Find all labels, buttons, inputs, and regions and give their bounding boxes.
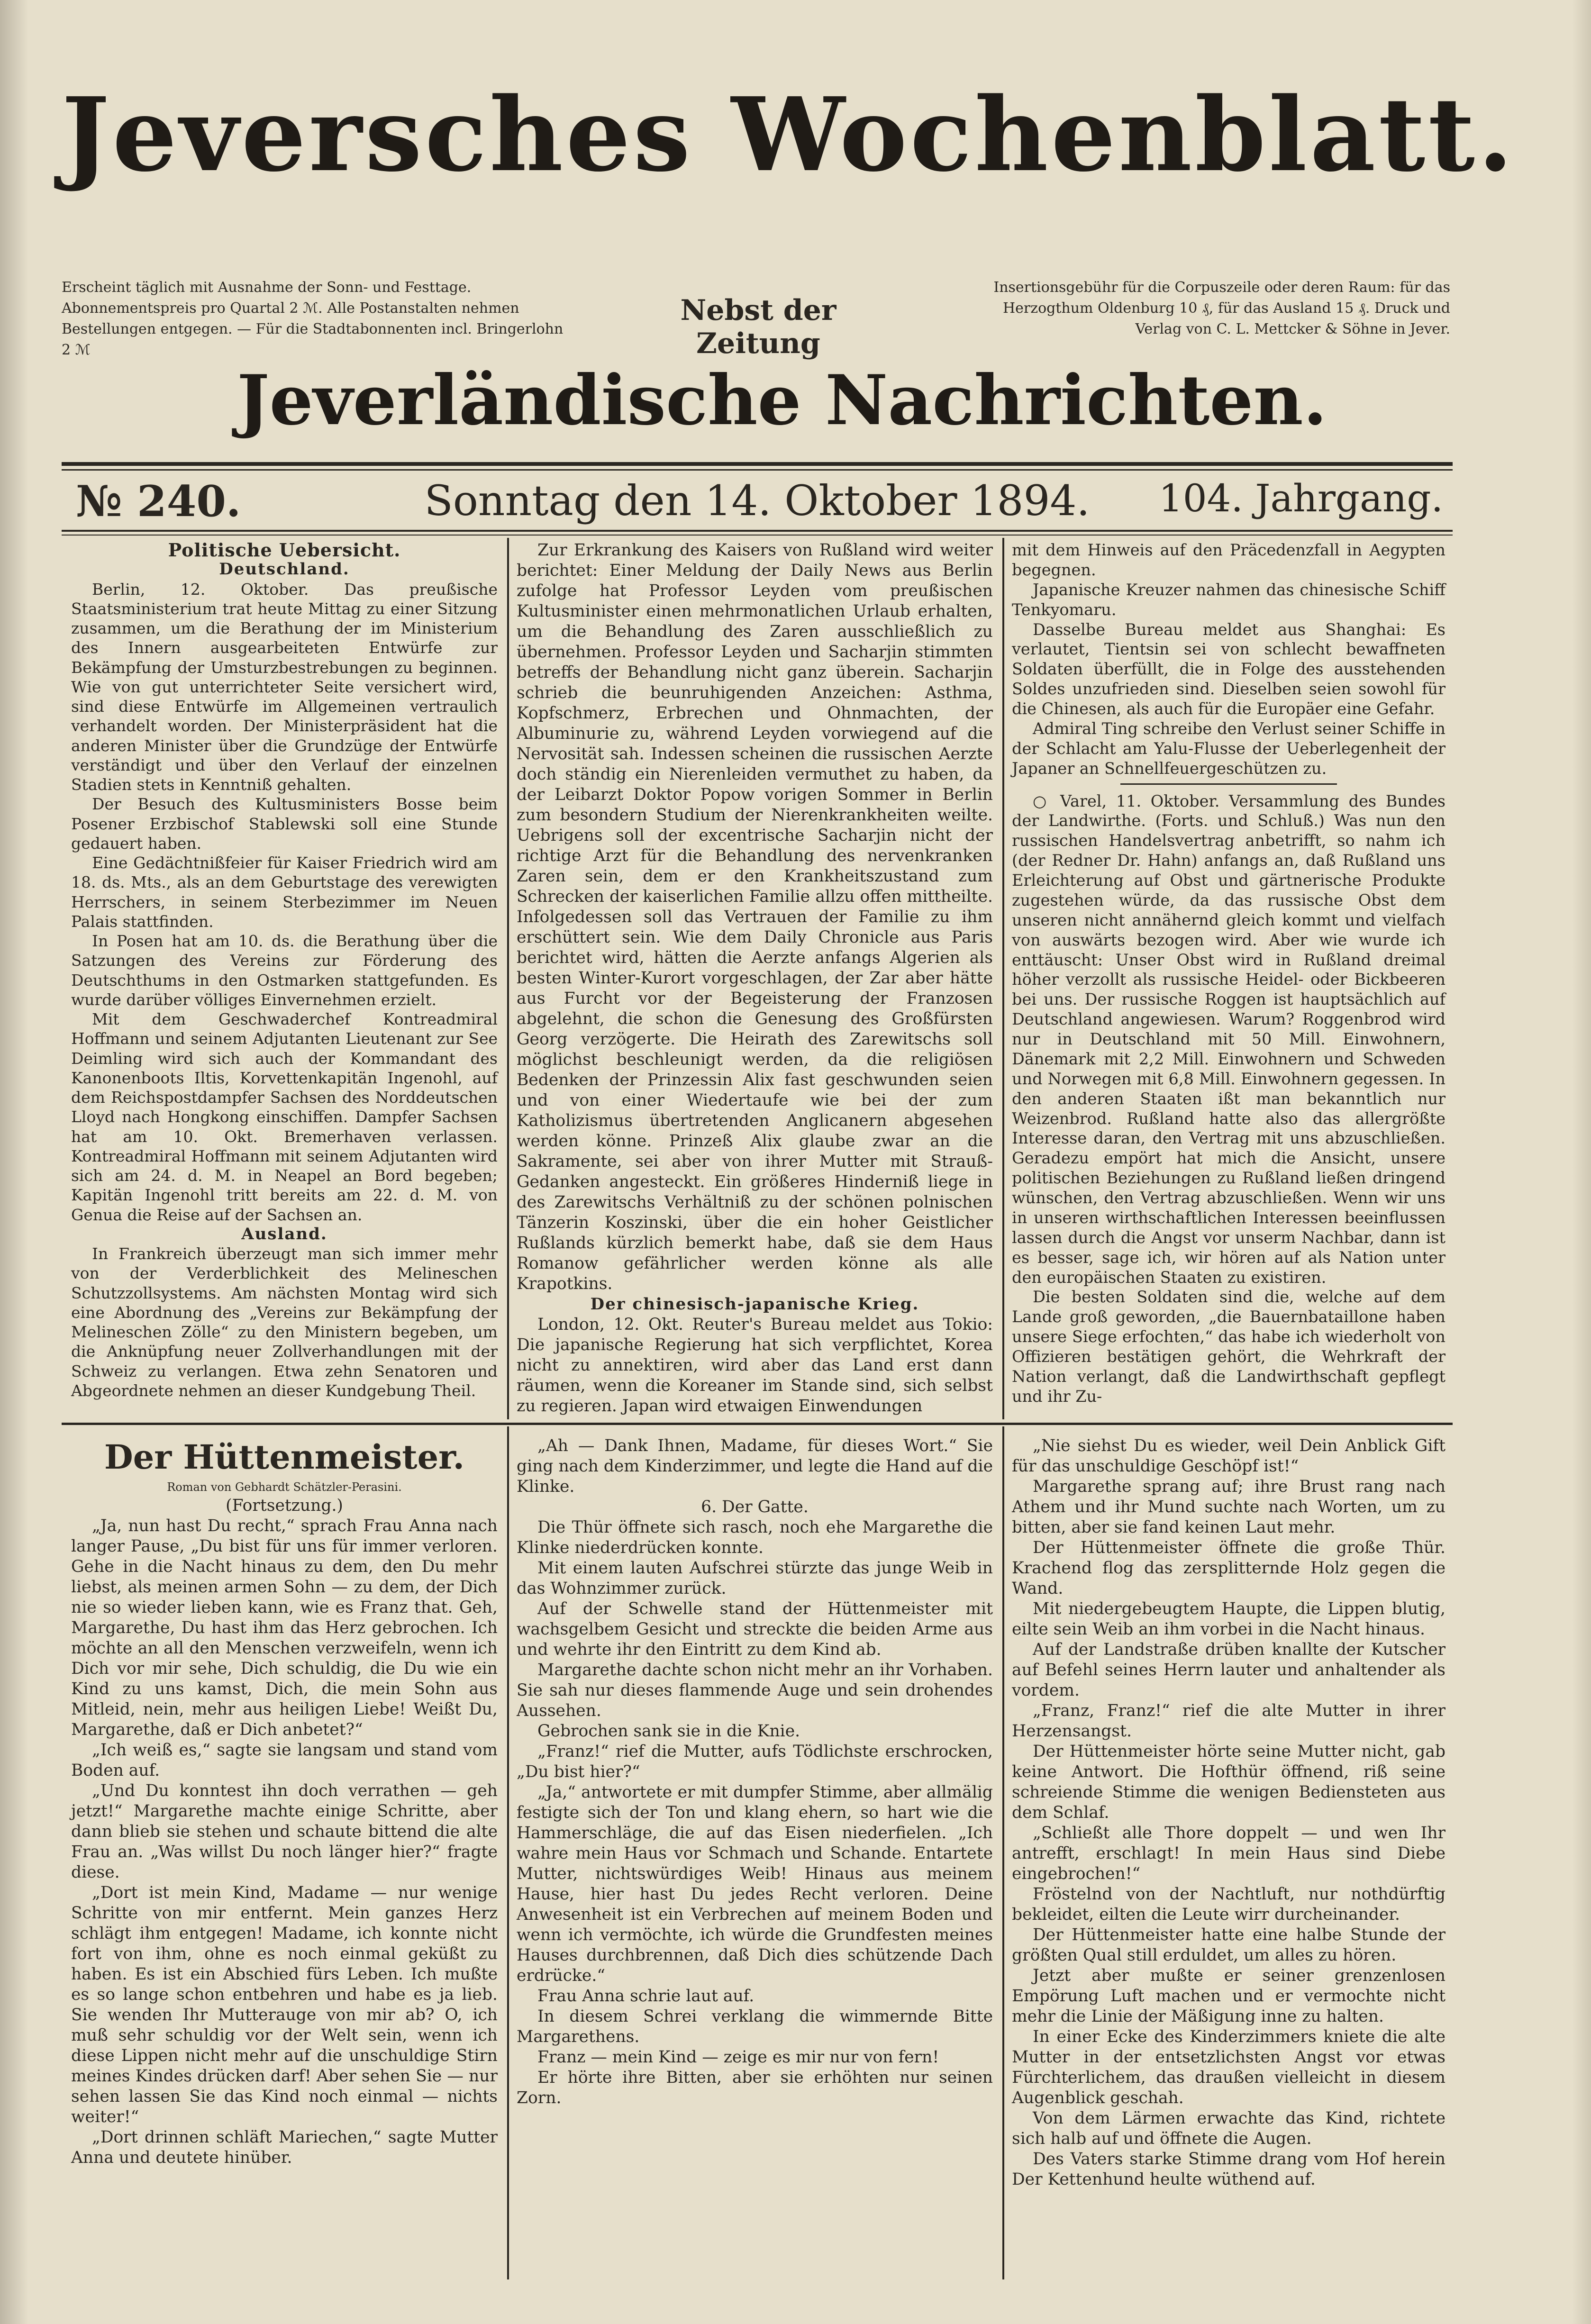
article-paragraph: In Frankreich überzeugt man sich immer mehr von der Verderblichkeit des Melineschen Schutzzollsystems. Am nächsten Montag wird sich eine Abordnung des „Vereins zur Bekämpfung der Melineschen Zölle“ zu den Ministern begeben, um die Anknüpfung neuer Zollverhandlungen mit der Schweiz zu verlangen. Etwa zehn Senatoren und Abgeordnete nehmen an dieser Kundgebung Theil. xyxy=(71,1244,498,1400)
article-paragraph: „Franz!“ rief die Mutter, aufs Tödlichste erschrocken, „Du bist hier?“ xyxy=(517,1742,993,1781)
column-russia-china xyxy=(517,540,993,1422)
column-feuilleton-1 xyxy=(71,1436,498,2284)
section-heading: Politische Uebersicht. xyxy=(168,539,401,561)
article-paragraph: Fröstelnd von der Nachtluft, nur nothdürftig bekleidet, eilten die Leute wirr durcheinander. xyxy=(1012,1885,1446,1924)
article-paragraph: Frau Anna schrie laut auf. xyxy=(537,1987,755,2006)
subsection-heading: Deutschland. xyxy=(219,560,350,579)
feuilleton-rule xyxy=(62,1423,1453,1425)
article-paragraph: Des Vaters starke Stimme drang vom Hof herein Der Kettenhund heulte wüthend auf. xyxy=(1012,2150,1446,2189)
top-rule-thin xyxy=(62,469,1453,471)
issue-date: Sonntag den 14. Oktober 1894. xyxy=(424,476,1090,525)
column-feuilleton-2 xyxy=(517,1436,993,2284)
article-paragraph: In einer Ecke des Kinderzimmers kniete die alte Mutter in der entsetzlichsten Angst vor etwas Fürchterlichem, das draußen vielleicht in diesem Augenblick geschah. xyxy=(1012,2027,1446,2107)
article-paragraph: Admiral Ting schreibe den Verlust seiner Schiffe in der Schlacht am Yalu-Flusse der Ueberlegenheit der Japaner an Schnellfeuergeschützen zu. xyxy=(1012,719,1446,778)
column-varel xyxy=(1012,540,1446,1422)
article-paragraph: „Ich weiß es,“ sagte sie langsam und stand vom Boden auf. xyxy=(71,1741,498,1780)
column-politics xyxy=(71,540,498,1422)
article-paragraph: Von dem Lärmen erwachte das Kind, richtete sich halb auf und öffnete die Augen. xyxy=(1012,2109,1446,2148)
dateline-rule xyxy=(62,530,1453,532)
article-paragraph: London, 12. Okt. Reuter's Bureau meldet aus Tokio: Die japanische Regierung hat sich verpflichtet, Korea nicht zu annektiren, wird aber das Land erst dann räumen, wenn die Koreaner im Stande sind, sich selbst zu regieren. Japan wird etwaigen Einwendungen xyxy=(517,1315,993,1416)
article-paragraph: „Und Du konntest ihn doch verrathen — geh jetzt!“ Margarethe machte einige Schritte, aber dann blieb sie stehen und schaute bittend die alte Frau an. „Was willst Du noch länger hier?“ fragte diese. xyxy=(71,1781,498,1882)
article-paragraph: Zur Erkrankung des Kaisers von Rußland wird weiter berichtet: Einer Meldung der Daily News aus Berlin zufolge hat Professor Leyden vom preußischen Kultusminister einen mehrmonatlichen Urlaub erhalten, um die Behandlung des Zaren ausschließlich zu übernehmen. Professor Leyden und Sacharjin stimmten betreffs der Behandlung nicht ganz überein. Sacharjin schrieb die beunruhigenden Anzeichen: Asthma, Kopfschmerz, Erbrechen und Ohnmachten, der Albuminurie zu, während Leyden vorwiegend auf die Nervosität sah. Indessen scheinen die russischen Aerzte doch ständig ein Nierenleiden vermuthet zu haben, da der Leibarzt Doktor Popow vorigen Sommer in Berlin zum besondern Studium der Nierenkrankheiten weilte. Uebrigens soll der excentrische Sacharjin nicht der richtige Arzt für die Behandlung des nervenkranken Zaren sein, dem er den Krankheitszustand zum Schrecken der kaiserlichen Familie allzu offen mittheilte. Infolgedessen soll das Vertrauen der Familie zu ihm erschüttert sein. Wie dem Daily Chronicle aus Paris berichtet wird, hätten die Aerzte anfangs Algerien als besten Winter-Kurort vorgeschlagen, der Zar aber hätte aus Furcht vor der Begeisterung der Franzosen abgelehnt, die schon die Genesung des Großfürsten Georg verzögerte. Die Heirath des Zarewitschs soll möglichst beschleunigt werden, da die religiösen Bedenken der Prinzessin Alix fast geschwunden seien und von einer Wiedertaufe wie bei der zum Katholizismus übertretenden Anglicanern abgesehen werden könne. Prinzeß Alix glaube zwar an die Sakramente, sei aber von ihrer Mutter mit Strauß-Gedanken angesteckt. Ein größeres Hinderniß liege in des Zarewitschs Verhältniß zu der schönen polnischen Tänzerin Koszinski, über die ein hoher Geistlicher Rußlands kürzlich bemerkt habe, daß sie dem Haus Romanow gefährlicher werden könne als alle Krapotkins. xyxy=(517,541,993,1293)
dateline-rule-thin xyxy=(62,535,1453,536)
article-paragraph: Der Hüttenmeister hörte seine Mutter nicht, gab keine Antwort. Die Hofthür öffnend, riß seine schreiende Stimme die wenigen Bediensteten aus dem Schlaf. xyxy=(1012,1742,1446,1822)
subsection-heading: Ausland. xyxy=(241,1224,327,1244)
column-divider xyxy=(1002,538,1004,1419)
article-paragraph: ○ Varel, 11. Oktober. Versammlung des Bundes der Landwirthe. (Forts. und Schluß.) Was nun den russischen Handelsvertrag anbetrifft, so nahm ich (der Redner Dr. Hahn) anfangs an, daß Rußland uns Erleichterung auf Obst und gärtnerische Produkte zugestehen würde, da das russische Obst dem unseren nicht annähernd gleich kommt und vielfach von auswärts bezogen wird. Aber wie wurde ich enttäuscht: Unser Obst wird in Rußland dreimal höher verzollt als russische Heidel- oder Bickbeeren bei uns. Der russische Roggen ist hauptsächlich auf Deutschland angewiesen. Warum? Roggenbrod wird nur in Deutschland mit 50 Mill. Einwohnern, Dänemark mit 2,2 Mill. Einwohnern und Schweden und Norwegen mit 6,8 Mill. Einwohnern gegessen. In den anderen Staaten ißt man bekanntlich nur Weizenbrod. Rußland hatte also das allergrößte Interesse daran, den Vertrag mit uns abzuschließen. Geradezu empört hat mich die Ansicht, unsere politischen Beziehungen zu Rußland ließen dringend wünschen, den Vertrag abzuschließen. Wenn wir uns in unseren wirthschaftlichen Interessen beeinflussen lassen durch die Angst vor unserm Nachbar, dann ist es besser, sage ich, wir hören auf als Nation unter den europäischen Staaten zu existiren. xyxy=(1012,791,1446,1287)
article-paragraph: Mit einem lauten Aufschrei stürzte das junge Weib in das Wohnzimmer zurück. xyxy=(517,1559,993,1598)
byline: Roman von Gebhardt Schätzler-Perasini. xyxy=(167,1480,402,1494)
article-paragraph: Der Hüttenmeister hatte eine halbe Stunde der größten Qual still erduldet, um alles zu hören. xyxy=(1012,1925,1446,1965)
article-paragraph: Er hörte ihre Bitten, aber sie erhöhten nur seinen Zorn. xyxy=(517,2068,993,2107)
article-paragraph: „Ja, nun hast Du recht,“ sprach Frau Anna nach langer Pause, „Du bist für uns für immer verloren. Gehe in die Nacht hinaus zu dem, den Du mehr liebst, als meinen armen Sohn — zu dem, der Dich nie so wieder lieben kann, wie es Franz that. Geh, Margarethe, Du hast ihm das Herz gebrochen. Ich möchte an all den Menschen verzweifeln, wenn ich Dich vor mir sehe, Dich schuldig, die Du wie ein Kind zu uns kamst, Dich, die mein Sohn aus Mitleid, nein, mehr aus heiligen Liebe! Weißt Du, Margarethe, daß er Dich anbetet?“ xyxy=(71,1516,498,1739)
article-paragraph: Der Hüttenmeister öffnete die große Thür. Krachend flog das zersplitternde Holz gegen die Wand. xyxy=(1012,1538,1446,1598)
article-paragraph: „Ah — Dank Ihnen, Madame, für dieses Wort.“ Sie ging nach dem Kinderzimmer, und legte die Hand auf die Klinke. xyxy=(517,1436,993,1496)
article-paragraph: Mit niedergebeugtem Haupte, die Lippen blutig, eilte sein Weib an ihm vorbei in die Nacht hinaus. xyxy=(1012,1599,1446,1639)
separator xyxy=(1120,783,1337,785)
chapter-heading: 6. Der Gatte. xyxy=(701,1498,809,1516)
feuilleton-title: Der Hüttenmeister. xyxy=(104,1437,464,1477)
subscription-info: Erscheint täglich mit Ausnahme der Sonn- und Festtage. Abonnementspreis pro Quartal 2 ℳ. Alle Postanstalten nehmen Bestellungen entgegen. — Für die Stadtabonnenten incl. Bringerlohn 2 ℳ xyxy=(62,279,564,358)
article-paragraph: Die Thür öffnete sich rasch, noch ehe Margarethe die Klinke niederdrücken konnte. xyxy=(517,1518,993,1557)
article-paragraph: Gebrochen sank sie in die Knie. xyxy=(537,1722,800,1741)
article-paragraph: Eine Gedächtnißfeier für Kaiser Friedrich wird am 18. ds. Mts., als an dem Geburtstage des verewigten Herrschers, in seinem Sterbezimmer im Neuen Palais stattfinden. xyxy=(71,853,498,931)
article-paragraph: Franz — mein Kind — zeige es mir nur von fern! xyxy=(537,2048,939,2067)
volume-year: 104. Jahrgang. xyxy=(1158,476,1443,520)
page-binding-edge xyxy=(0,0,28,2324)
article-paragraph: Der Besuch des Kultusministers Bosse beim Posener Erzbischof Stablewski soll eine Stunde gedauert haben. xyxy=(71,795,498,853)
article-paragraph: „Nie siehst Du es wieder, weil Dein Anblick Gift für das unschuldige Geschöpf ist!“ xyxy=(1012,1436,1446,1476)
masthead-subtitle: Jeverländische Nachrichten. xyxy=(237,360,1327,441)
dateline xyxy=(62,476,1453,526)
article-paragraph: „Franz, Franz!“ rief die alte Mutter in ihrer Herzensangst. xyxy=(1012,1701,1446,1741)
top-rule xyxy=(62,462,1453,466)
supplement-note: Nebst der Zeitung xyxy=(680,294,836,360)
article-paragraph: In diesem Schrei verklang die wimmernde Bitte Margarethens. xyxy=(517,2007,993,2046)
advertising-info: Insertionsgebühr für die Corpuszeile oder deren Raum: für das Herzogthum Oldenburg 10 ₰, für das Ausland 15 ₰. Druck und Verlag von C. L. Mettcker & Söhne in Jever. xyxy=(993,279,1450,337)
column-divider xyxy=(507,1426,509,2279)
column-feuilleton-3 xyxy=(1012,1436,1446,2284)
column-divider xyxy=(1002,1426,1004,2279)
article-paragraph: Berlin, 12. Oktober. Das preußische Staatsministerium trat heute Mittag zu einer Sitzung zusammen, um die Berathung der im Ministerium des Innern ausgearbeiteten Entwürfe zur Bekämpfung der Umsturzbestrebungen zu beginnen. Wie von gut unterrichteter Seite versichert wird, sind diese Entwürfe im Allgemeinen vertraulich verhandelt worden. Der Ministerpräsident hat die anderen Minister über die Grundzüge der Entwürfe verständigt und über den Verlauf der einzelnen Stadien stets in Kenntniß gehalten. xyxy=(71,580,498,794)
article-paragraph: Margarethe dachte schon nicht mehr an ihr Vorhaben. Sie sah nur dieses flammende Auge und sein drohendes Aussehen. xyxy=(517,1661,993,1720)
article-paragraph: Dasselbe Bureau meldet aus Shanghai: Es verlautet, Tientsin sei von schlecht bewaffneten Soldaten überfüllt, die in Folge des ausstehenden Soldes unzufrieden sind. Dieselben seien sowohl für die Chinesen, als auch für die Europäer eine Gefahr. xyxy=(1012,620,1446,718)
issue-number: № 240. xyxy=(76,476,241,527)
continuation-note: (Fortsetzung.) xyxy=(226,1496,343,1515)
article-paragraph: Auf der Schwelle stand der Hüttenmeister mit wachsgelbem Gesicht und streckte die beiden Arme aus und wehrte ihr den Eintritt zu dem Kind ab. xyxy=(517,1599,993,1659)
article-paragraph: Japanische Kreuzer nahmen das chinesische Schiff Tenkyomaru. xyxy=(1012,580,1446,619)
article-paragraph: „Ja,“ antwortete er mit dumpfer Stimme, aber allmälig festigte sich der Ton und klang ehern, so hart wie die Hammerschläge, die auf das Eisen niederfielen. „Ich wahre mein Haus vor Schmach und Schande. Entartete Mutter, nichtswürdiges Weib! Hinaus aus meinem Hause, hier hast Du jedes Recht verloren. Deine Anwesenheit ist ein Verbrechen auf meinem Boden und wenn ich vermöchte, ich würde die Grundfesten meines Hauses durchbrennen, daß Dich dies schützende Dach erdrücke.“ xyxy=(517,1783,993,1985)
subsection-heading: Der chinesisch-japanische Krieg. xyxy=(590,1295,919,1314)
column-divider xyxy=(507,538,509,1419)
article-paragraph: „Dort ist mein Kind, Madame — nur wenige Schritte von mir entfernt. Mein ganzes Herz schlägt ihm entgegen! Madame, ich konnte nicht fort von ihm, ohne es noch einmal geküßt zu haben. Es ist ein Abschied fürs Leben. Ich mußte es so lange schon entbehren und habe es ja lieb. Sie wenden Ihr Mutterauge von mir ab? O, ich muß sehr schuldig vor der Welt sein, wenn ich diese Lippen nicht mehr auf die unschuldige Stirn meines Kindes drücken darf! Aber sehen Sie — nur sehen lassen Sie das Kind noch einmal — nichts weiter!“ xyxy=(71,1883,498,2126)
article-paragraph: „Dort drinnen schläft Mariechen,“ sagte Mutter Anna und deutete hinüber. xyxy=(71,2128,498,2167)
article-paragraph: Mit dem Geschwaderchef Kontreadmiral Hoffmann und seinem Adjutanten Lieutenant zur See Deimling wird sich auch der Kommandant des Kanonenboots Iltis, Korvettenkapitän Ingenohl, auf dem Reichspostdampfer Sachsen des Norddeutschen Lloyd nach Hongkong einschiffen. Dampfer Sachsen hat am 10. Okt. Bremerhaven verlassen. Kontreadmiral Hoffmann mit seinem Adjutanten wird sich am 24. d. M. in Neapel an Bord begeben; Kapitän Ingenohl tritt bereits am 22. d. M. von Genua die Reise auf der Sachsen an. xyxy=(71,1010,498,1224)
article-paragraph: mit dem Hinweis auf den Präcedenzfall in Aegypten begegnen. xyxy=(1012,541,1446,579)
article-paragraph: Auf der Landstraße drüben knallte der Kutscher auf Befehl seines Herrn lauter und anhaltender als vordem. xyxy=(1012,1640,1446,1700)
article-paragraph: Die besten Soldaten sind die, welche auf dem Lande groß geworden, „die Bauernbataillone haben unsere Siege erfochten,“ das habe ich wiederholt von Offizieren bestätigen gehört, die Wehrkraft der Nation verlangt, daß die Landwirthschaft gepflegt und ihr Zu- xyxy=(1012,1288,1446,1406)
masthead-title: Jeversches Wochenblatt. xyxy=(62,75,1516,194)
article-paragraph: Margarethe sprang auf; ihre Brust rang nach Athem und ihr Mund suchte nach Worten, um zu bitten, aber sie fand keinen Laut mehr. xyxy=(1012,1477,1446,1537)
page-right-edge xyxy=(1572,0,1591,2324)
article-paragraph: In Posen hat am 10. ds. die Berathung über die Satzungen des Vereins zur Förderung des Deutschthums in den Ostmarken stattgefunden. Es wurde darüber völliges Einvernehmen erzielt. xyxy=(71,932,498,1009)
article-paragraph: Jetzt aber mußte er seiner grenzenlosen Empörung Luft machen und er vermochte nicht mehr die Linie der Mäßigung inne zu halten. xyxy=(1012,1966,1446,2026)
article-paragraph: „Schließt alle Thore doppelt — und wen Ihr antrefft, erschlagt! In mein Haus sind Diebe eingebrochen!“ xyxy=(1012,1824,1446,1883)
